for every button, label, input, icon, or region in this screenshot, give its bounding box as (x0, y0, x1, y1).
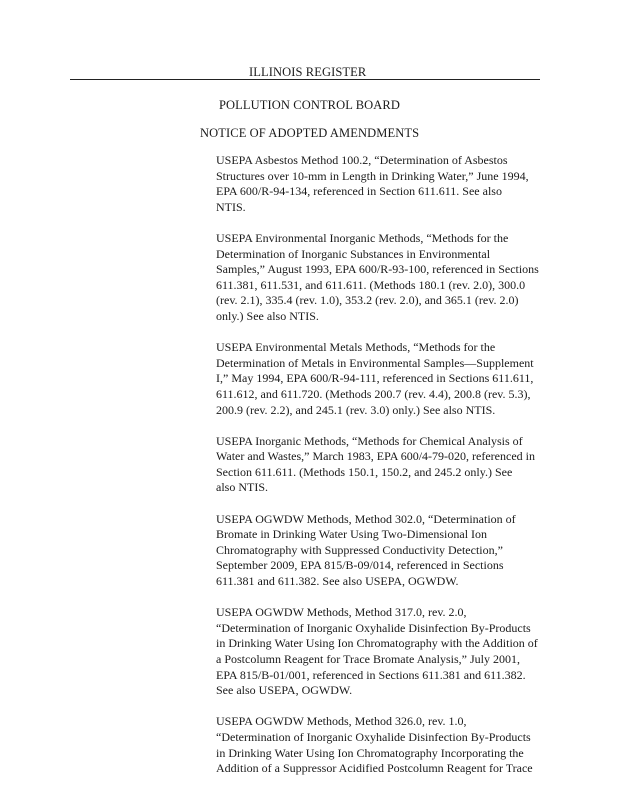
reference-line: also NTIS. (216, 480, 268, 495)
reference-line: USEPA Asbestos Method 100.2, “Determination of Asbestos (216, 153, 508, 167)
reference-entry (216, 153, 546, 215)
reference-line: Bromate in Drinking Water Using Two-Dimensional Ion (216, 527, 488, 542)
reference-line: USEPA OGWDW Methods, Method 317.0, rev. 2.0, (216, 605, 467, 620)
reference-line: See also USEPA, OGWDW. (216, 683, 353, 698)
reference-line: USEPA Environmental Inorganic Methods, “Methods for the (216, 230, 509, 245)
reference-line: (rev. 2.1), 335.4 (rev. 1.0), 353.2 (rev. 2.0), and 365.1 (rev. 2.0) (216, 293, 519, 308)
reference-line: September 2009, EPA 815/B-09/014, referenced in Sections (216, 558, 504, 573)
header-rule (70, 79, 540, 80)
reference-entry (216, 434, 546, 496)
reference-line: 611.612, and 611.720. (Methods 200.7 (rev. 4.4), 200.8 (rev. 5.3), (216, 386, 531, 401)
reference-line: 611.381, 611.531, and 611.611. (Methods 180.1 (rev. 2.0), 300.0 (216, 277, 526, 292)
reference-line: only.) See also NTIS. (216, 308, 319, 323)
reference-line: Determination of Inorganic Substances in Environmental (216, 246, 491, 261)
notice-title: NOTICE OF ADOPTED AMENDMENTS (200, 126, 420, 140)
reference-line: USEPA Environmental Metals Methods, “Methods for the (216, 340, 496, 355)
reference-line: EPA 815/B-01/001, referenced in Sections 611.381 and 611.382. (216, 667, 526, 682)
reference-line: Water and Wastes,” March 1983, EPA 600/4-79-020, referenced in (216, 449, 535, 464)
reference-line: in Drinking Water Using Ion Chromatography with the Addition of (216, 636, 538, 651)
reference-line: USEPA Inorganic Methods, “Methods for Chemical Analysis of (216, 433, 523, 448)
register-title: ILLINOIS REGISTER (249, 65, 367, 79)
reference-line: a Postcolumn Reagent for Trace Bromate Analysis,” July 2001, (216, 652, 520, 666)
reference-line: in Drinking Water Using Ion Chromatography Incorporating the (216, 745, 524, 760)
reference-line: Determination of Metals in Environmental Samples—Supplement (216, 355, 534, 370)
reference-line: Addition of a Suppressor Acidified Postcolumn Reagent for Trace (216, 761, 533, 776)
reference-entry (216, 714, 546, 776)
reference-list (216, 153, 546, 792)
reference-line: Samples,” August 1993, EPA 600/R-93-100, referenced in Sections (216, 262, 539, 277)
reference-line: USEPA OGWDW Methods, Method 302.0, “Determination of (216, 511, 516, 526)
reference-line: 611.381 and 611.382. See also USEPA, OGWDW. (216, 574, 459, 589)
reference-line: 200.9 (rev. 2.2), and 245.1 (rev. 3.0) only.) See also NTIS. (216, 402, 496, 417)
reference-line: Structures over 10-mm in Length in Drinking Water,” June 1994, (216, 168, 529, 183)
agency-name: POLLUTION CONTROL BOARD (219, 98, 400, 112)
reference-line: EPA 600/R-94-134, referenced in Section 611.611. See also (216, 184, 502, 199)
reference-line: I,” May 1994, EPA 600/R-94-111, referenced in Sections 611.611, (216, 371, 534, 386)
reference-line: NTIS. (216, 199, 246, 214)
reference-entry (216, 231, 546, 325)
reference-entry (216, 605, 546, 699)
reference-line: USEPA OGWDW Methods, Method 326.0, rev. 1.0, (216, 714, 467, 729)
reference-line: Chromatography with Suppressed Conductivity Detection,” (216, 542, 503, 557)
reference-line: Section 611.611. (Methods 150.1, 150.2, and 245.2 only.) See (216, 464, 513, 479)
reference-entry (216, 512, 546, 590)
reference-line: “Determination of Inorganic Oxyhalide Disinfection By-Products (216, 620, 531, 635)
reference-line: “Determination of Inorganic Oxyhalide Disinfection By-Products (216, 729, 531, 744)
reference-entry (216, 340, 546, 418)
